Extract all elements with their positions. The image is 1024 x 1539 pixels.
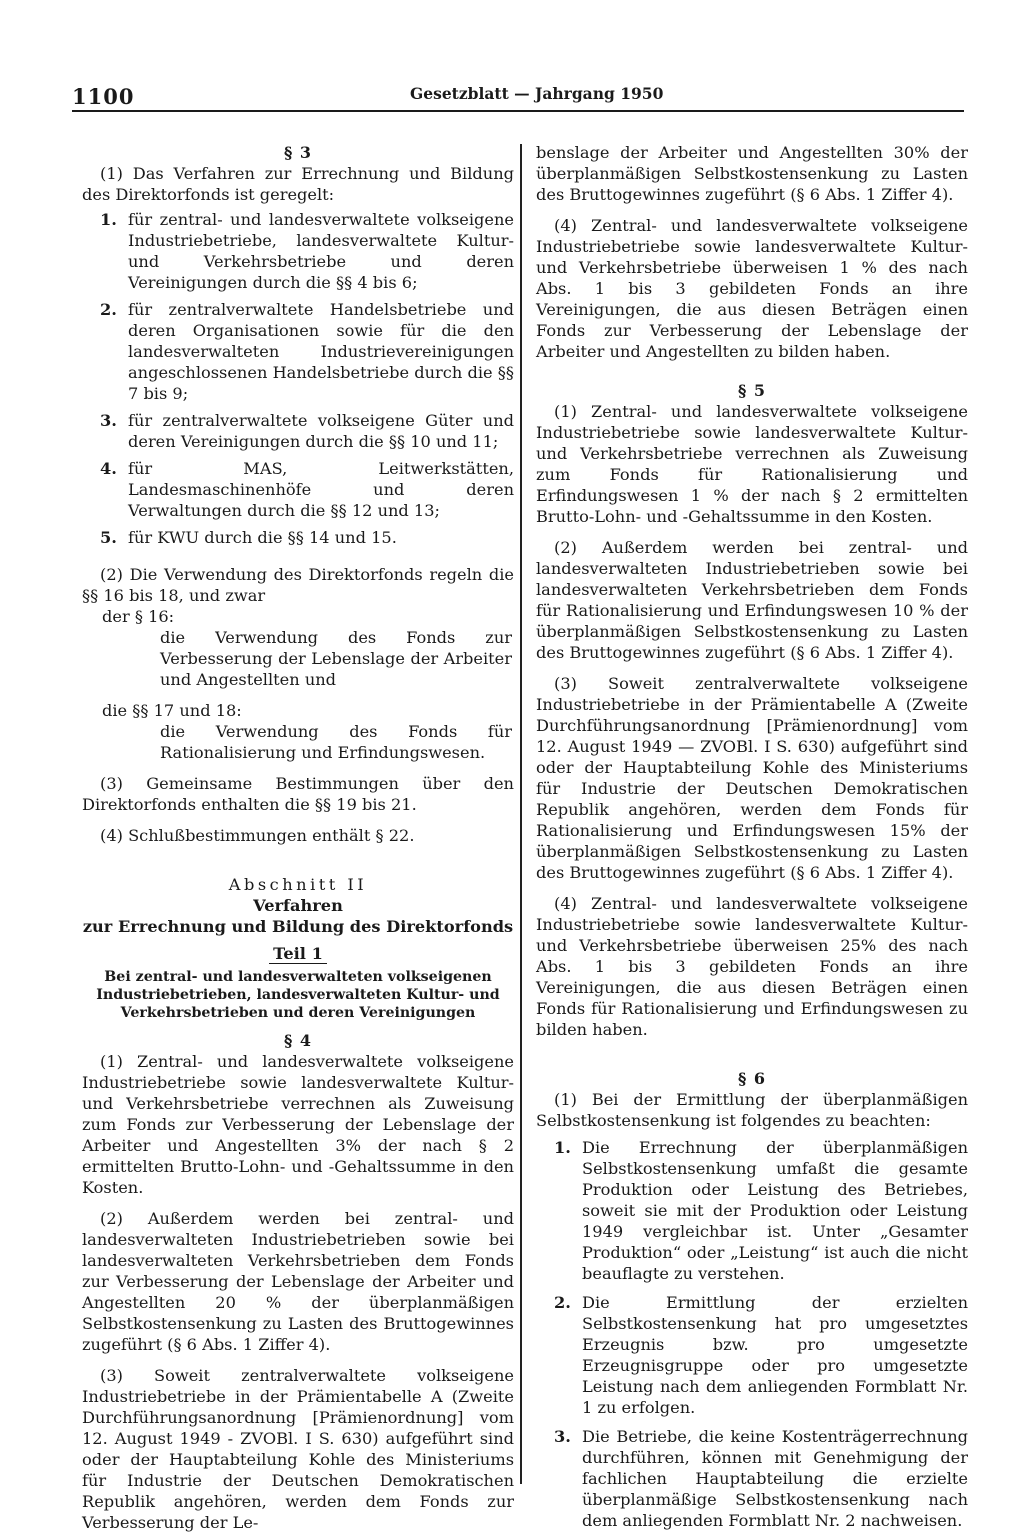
s3-paragraph-2: (2) Die Verwendung des Direktorfonds regeln die §§ 16 bis 18, und zwar — [82, 565, 514, 605]
list-text: Die Betriebe, die keine Kostenträgerrechnung durchführen, können mit Genehmigung der fachlichen Hauptabteilung die erzielte überplanmäßige Selbstkostensenkung nach dem anliegenden Formblatt Nr. 2 nachweisen. — [582, 1427, 968, 1530]
s3-sub-body-b: die Verwendung des Fonds für Rationalisierung und Erfindungswesen. — [160, 722, 512, 762]
s4-paragraph-1: (1) Zentral- und landesverwaltete volkseigene Industriebetriebe sowie landesverwaltete Kultur- und Verkehrsbetriebe verrechnen als Zuweisung zum Fonds zur Verbesserung der Lebenslage der Arbeiter und Angestellten 3% der nach § 2 ermittelten Brutto-Lohn- und -Gehaltssumme in den Kosten. — [82, 1052, 514, 1197]
teil-label: Teil 1 — [269, 944, 327, 964]
section-heading-4: § 4 — [283, 1031, 313, 1050]
list-number: 2. — [554, 1293, 571, 1312]
s6-list — [536, 1137, 968, 1531]
s5-paragraph-2: (2) Außerdem werden bei zentral- und landesverwalteten Industriebetrieben sowie bei landesverwalteten Verkehrsbetrieben dem Fonds für Rationalisierung und Erfindungswesen 10 % der überplanmäßigen Selbstkostensenkung zu Lasten des Bruttogewinnes zugeführt (§ 6 Abs. 1 Ziffer 4). — [536, 538, 968, 662]
s5-paragraph-3: (3) Soweit zentralverwaltete volkseigene Industriebetriebe in der Prämientabelle A (Zweite Durchführungsanordnung [Prämienordnung] vom 12. August 1949 — ZVOBl. I S. 630) aufgeführt sind oder der Hauptabteilung Kohle des Ministeriums für Industrie der Deutschen Demokratischen Republik angehören, werden dem Fonds für Rationalisierung und Erfindungswesen 15% der überplanmäßigen Selbstkostensenkung zu Lasten des Bruttogewinnes zugeführt (§ 6 Abs. 1 Ziffer 4). — [536, 674, 968, 882]
teil-subheading: Bei zentral- und landesverwalteten volkseigenen Industriebetrieben, landesverwalteten Kultur- und Verkehrsbetrieben und deren Vereinigungen — [96, 969, 500, 1021]
list-item — [536, 1137, 968, 1284]
list-text: für zentralverwaltete volkseigene Güter und deren Vereinigungen durch die §§ 10 und 11; — [128, 411, 514, 451]
list-text: für zentral- und landesverwaltete volkseigene Industriebetriebe, landesverwaltete Kultur- und Verkehrsbetriebe und deren Vereinigungen durch die §§ 4 bis 6; — [128, 210, 514, 292]
list-text: für zentralverwaltete Handelsbetriebe und deren Organisationen sowie für die den landesverwalteten Industrievereinigungen angeschlossenen Handelsbetriebe durch die §§ 7 bis 9; — [128, 300, 514, 403]
s3-paragraph-4: (4) Schlußbestimmungen enthält § 22. — [100, 826, 415, 845]
teil-heading — [82, 943, 514, 964]
s5-paragraph-4: (4) Zentral- und landesverwaltete volkseigene Industriebetriebe sowie landesverwaltete Kultur- und Verkehrsbetriebe überweisen 25% des nach Abs. 1 bis 3 gebildeten Fonds an ihre Vereinigungen, die aus diesen Beträgen einen Fonds für Rationalisierung und Erfindungswesen zu bilden haben. — [536, 894, 968, 1039]
s3-sub-body-a: die Verwendung des Fonds zur Verbesserung der Lebenslage der Arbeiter und Angestellten und — [160, 628, 512, 689]
s3-paragraph-1: (1) Das Verfahren zur Errechnung und Bildung des Direktorfonds ist geregelt: — [82, 164, 514, 204]
list-item — [82, 299, 514, 404]
verfahren-subheading: zur Errechnung und Bildung des Direktorfonds — [82, 917, 514, 936]
list-text: Die Ermittlung der erzielten Selbstkostensenkung hat pro umgesetztes Erzeugnis bzw. pro umgesetzte Erzeugnisgruppe oder pro umgesetzte Leistung nach dem anliegenden Formblatt Nr. 1 zu erfolgen. — [582, 1293, 968, 1417]
list-text: Die Errechnung der überplanmäßigen Selbstkostensenkung umfaßt die gesamte Produktion oder Leistung des Betriebes, soweit sie mit der Produktion oder Leistung 1949 vergleichbar ist. Unter „Gesamter Produktion“ oder „Leistung“ ist auch die nicht beauflagte zu verstehen. — [582, 1138, 968, 1283]
left-column — [82, 142, 514, 1533]
s5-paragraph-1: (1) Zentral- und landesverwaltete volkseigene Industriebetriebe sowie landesverwaltete Kultur- und Verkehrsbetriebe verrechnen als Zuweisung zum Fonds für Rationalisierung und Erfindungswesen 1 % der nach § 2 ermittelten Brutto-Lohn- und -Gehaltssumme in den Kosten. — [536, 402, 968, 526]
s3-list — [82, 209, 514, 548]
abschnitt-heading: Abschnitt II — [228, 875, 368, 894]
list-number: 5. — [100, 528, 117, 547]
list-item — [536, 1426, 968, 1531]
list-item — [82, 410, 514, 452]
s3-sub-lead-b: die §§ 17 und 18: — [102, 701, 242, 720]
list-number: 3. — [554, 1427, 571, 1446]
s3-paragraph-3: (3) Gemeinsame Bestimmungen über den Direktorfonds enthalten die §§ 19 bis 21. — [82, 774, 514, 814]
running-head: Gesetzblatt — Jahrgang 1950 — [410, 84, 664, 103]
list-number: 1. — [100, 210, 117, 229]
page-number: 1100 — [72, 84, 135, 109]
verfahren-heading: Verfahren — [253, 896, 343, 915]
section-heading-3: § 3 — [283, 143, 313, 162]
s6-paragraph-1: (1) Bei der Ermittlung der überplanmäßigen Selbstkostensenkung ist folgendes zu beachten: — [536, 1090, 968, 1130]
s4-paragraph-3: (3) Soweit zentralverwaltete volkseigene Industriebetriebe in der Prämientabelle A (Zweite Durchführungsanordnung [Prämienordnung] vom 12. August 1949 - ZVOBl. I S. 630) aufgeführt sind oder der Hauptabteilung Kohle des Ministeriums für Industrie der Deutschen Demokratischen Republik angehören, werden dem Fonds zur Verbesserung der Le- — [82, 1366, 514, 1532]
list-item — [82, 527, 514, 548]
section-heading-6: § 6 — [737, 1069, 767, 1088]
section-heading-5: § 5 — [737, 381, 767, 400]
list-text: für KWU durch die §§ 14 und 15. — [128, 528, 397, 547]
s3-sub-lead-a: der § 16: — [102, 607, 175, 626]
list-item — [536, 1292, 968, 1418]
header-rule — [72, 110, 964, 112]
list-item — [82, 209, 514, 293]
list-number: 2. — [100, 300, 117, 319]
s4-paragraph-3-continued: benslage der Arbeiter und Angestellten 30% der überplanmäßigen Selbstkostensenkung zu Lasten des Bruttogewinnes zugeführt (§ 6 Abs. 1 Ziffer 4). — [536, 143, 968, 204]
s4-paragraph-4: (4) Zentral- und landesverwaltete volkseigene Industriebetriebe sowie landesverwaltete Kultur- und Verkehrsbetriebe überweisen 1 % des nach Abs. 1 bis 3 gebildeten Fonds an ihre Vereinigungen, die aus diesen Beträgen einen Fonds zur Verbesserung der Lebenslage der Arbeiter und Angestellten zu bilden haben. — [536, 216, 968, 361]
s4-paragraph-2: (2) Außerdem werden bei zentral- und landesverwalteten Industriebetrieben sowie bei landesverwalteten Verkehrsbetrieben dem Fonds zur Verbesserung der Lebenslage der Arbeiter und Angestellten 20 % der überplanmäßigen Selbstkostensenkung zu Lasten des Bruttogewinnes zugeführt (§ 6 Abs. 1 Ziffer 4). — [82, 1209, 514, 1354]
column-divider — [520, 144, 522, 1484]
page-header — [72, 84, 962, 112]
right-column — [536, 142, 968, 1539]
list-text: für MAS, Leitwerkstätten, Landesmaschinenhöfe und deren Verwaltungen durch die §§ 12 und 13; — [128, 459, 514, 520]
list-number: 4. — [100, 459, 117, 478]
list-item — [82, 458, 514, 521]
list-number: 1. — [554, 1138, 571, 1157]
list-number: 3. — [100, 411, 117, 430]
